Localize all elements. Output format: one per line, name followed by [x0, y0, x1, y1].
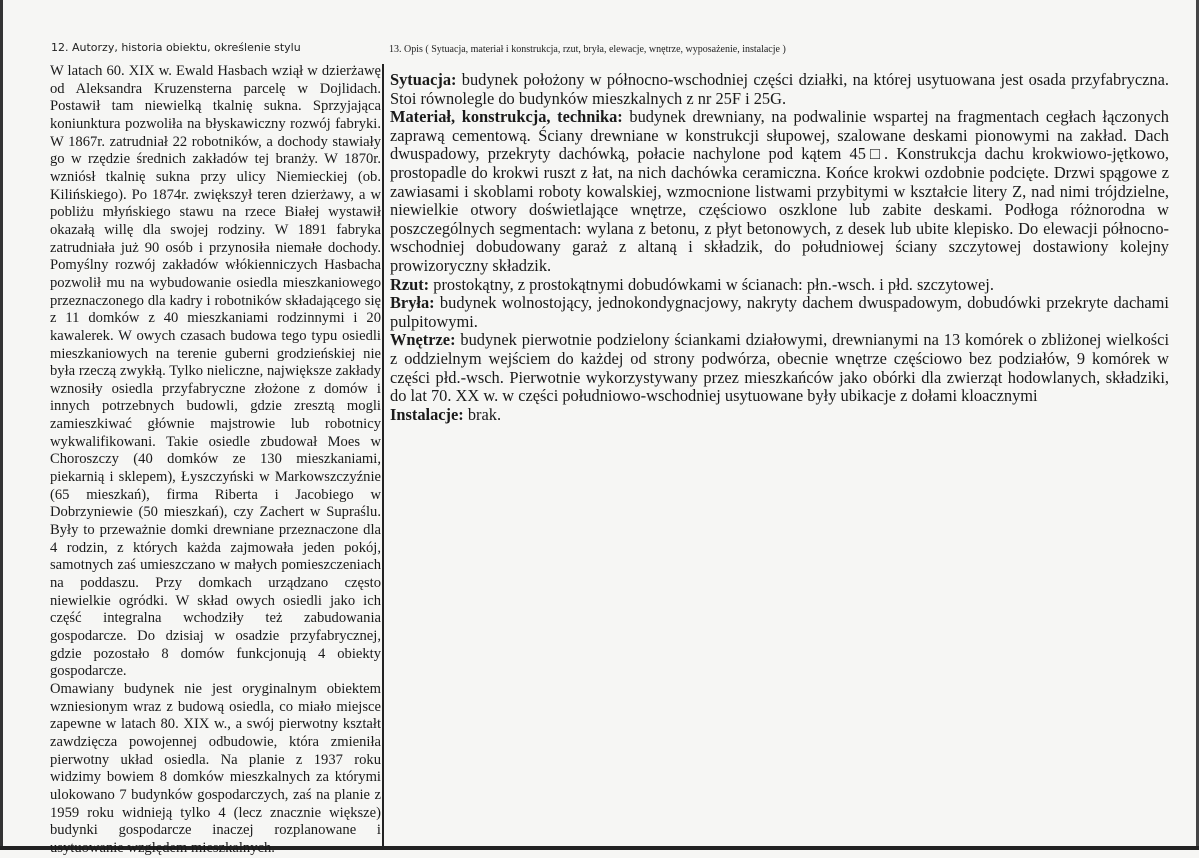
section-installations [390, 406, 1169, 425]
section-12-header: 12. Autorzy, historia obiektu, określenie stylu [51, 41, 301, 54]
description-column [390, 71, 1169, 424]
history-paragraph: Omawiany budynek nie jest oryginalnym obiektem wzniesionym wraz z budową osiedla, co miało miejsce zapewne w latach 80. XIX w., a swój pierwotny kształt zawdzięcza powojennej odbudowie, która zmieniła pierwotny układ osiedla. Na planie z 1937 roku widzimy bowiem 8 domków mieszkalnych za którymi ulokowano 7 budynków gospodarczych, zaś na planie z 1959 roku widnieją tylko 4 (lecz znacznie większe) budynki gospodarcze inaczej rozplanowane i usytuowanie względem mieszkalnych. [50, 680, 381, 856]
section-text: brak. [463, 404, 502, 424]
history-column [50, 63, 381, 858]
section-text: prostokątny, z prostokątnymi dobudówkami w ścianach: płn.-wsch. i płd. szczytowej. [429, 274, 994, 294]
section-massing [390, 294, 1169, 331]
history-paragraph: W latach 60. XIX w. Ewald Hasbach wziął w dzierżawę od Aleksandra Kruzensterna parcelę w Dojlidach. Postawił tam niewielką tkalnię sukna. Sprzyjająca koniunktura pozwoliła na błyskawiczny rozwój fabryki. W 1867r. zatrudniał 22 robotników, a dochody stawiały go w rzędzie średnich zakładów tej branży. W 1870r. wzniósł tkalnię sukna przy ulicy Niemieckiej (ob. Kilińskiego). Po 1874r. zwiększył teren dzierżawy, a w pobliżu młyńskiego stawu na rzece Białej wystawił okazałą willę dla swojej rodziny. W 1891 fabryka zatrudniała już 90 osób i przynosiła niemałe dochody. Pomyślny rozwój zakładów włókienniczych Hasbacha pozwolił mu na wybudowanie osiedla mieszkaniowego przeznaczonego dla kadry i robotników składającego się z 11 domków z 40 mieszkaniami rodzinnymi i 20 kawalerek. W owych czasach budowa tego typu osiedli mieszkaniowych na terenie guberni grodzieńskiej nie była rzeczą zwykłą. Tylko nieliczne, największe zakłady wznosiły osiedla przyfabryczne złożone z domów i innych potrzebnych budowli, gdzie zresztą mogli zamieszkiwać głównie majstrowie lub robotnicy wykwalifikowani. Takie osiedle zbudował Moes w Choroszczy (40 domków ze 130 mieszkaniami, piekarnią i sklepem), Łyszczyński w Markowszczyźnie (65 mieszkań), firma Riberta i Jacobiego w Dobrzyniewie (50 mieszkań), czy Zachert w Supraślu. Były to przeważnie domki drewniane przeznaczone dla 4 rodzin, z których każda zajmowała jeden pokój, samotnych zaś umieszczano w małych pomieszczeniach na poddaszu. Przy domkach urządzano często niewielkie ogródki. W skład owych osiedli jako ich część integralna wchodziły też zabudowania gospodarcze. Do dzisiaj w osadzie przyfabrycznej, gdzie pozostało 8 domów funkcjonują 4 obiekty gospodarcze. [50, 63, 381, 680]
section-label: Sytuacja: [390, 70, 457, 89]
section-label: Materiał, konstrukcja, technika: [390, 107, 623, 127]
section-label: Wnętrze: [390, 330, 456, 350]
section-label: Rzut: [390, 274, 430, 294]
section-label: Instalacje: [390, 404, 464, 424]
section-text: budynek położony w północno-wschodniej części działki, na której usytuowana jest osada przyfabryczna. Stoi równolegle do budynków mieszkalnych z nr 25F i 25G. [390, 70, 1169, 108]
section-13-header: 13. Opis ( Sytuacja, materiał i konstrukcja, rzut, bryła, elewacje, wnętrze, wyposażenie, instalacje ) [389, 44, 786, 55]
section-situation [390, 71, 1169, 108]
column-divider [382, 64, 384, 850]
section-material [390, 108, 1169, 275]
section-text: budynek wolnostojący, jednokondygnacjowy, nakryty dachem dwuspadowym, dobudówki przekryte dachami pulpitowymi. [390, 293, 1169, 331]
section-plan [390, 276, 1169, 295]
scan-edge-left [0, 0, 3, 850]
section-text: budynek pierwotnie podzielony ściankami działowymi, drewnianymi na 13 komórek o zbliżonej wielkości z oddzielnym wejściem do każdej od strony podwórza, obecnie wnętrze częściowo bez podziałów, 9 komórek w części płd.-wsch. Pierwotnie wykorzystywany przez mieszkańców jako obórki dla zwierząt hodowlanych, składziki, do lat 70. XX w. w części południowo-wschodniej usytuowane były ubikacje z dołami kloacznymi [390, 330, 1169, 406]
section-text: budynek drewniany, na podwalinie wspartej na fragmentach cegłach łączonych zaprawą cementową. Ściany drewniane w konstrukcji słupowej, szalowane deskami pionowymi na zakład. Dach dwuspadowy, przekryty dachówką, połacie nachylone pod kątem 45□. Konstrukcja dachu krokwiowo-jętkowo, prostopadle do krokwi ruszt z łat, na nich dachówka ceramiczna. Końce krokwi ozdobnie podcięte. Drzwi spągowe z zawiasami i skoblami roboty kowalskiej, wzmocnione listwami przybitymi w kształcie litery Z, nad nimi trójdzielne, niewielkie otwory doświetlające wnętrze, częściowo oszklone lub zabite deskami. Podłoga różnorodna w poszczególnych segmentach: wylana z betonu, z płyt betonowych, z desek lub ubite klepisko. Do elewacji północno-wschodniej dobudowany garaż z altaną i składzik, do południowej ściany szczytowej dostawiony kolejny prowizoryczny składzik. [390, 107, 1169, 275]
section-interior [390, 331, 1169, 405]
section-label: Bryła: [390, 293, 435, 313]
